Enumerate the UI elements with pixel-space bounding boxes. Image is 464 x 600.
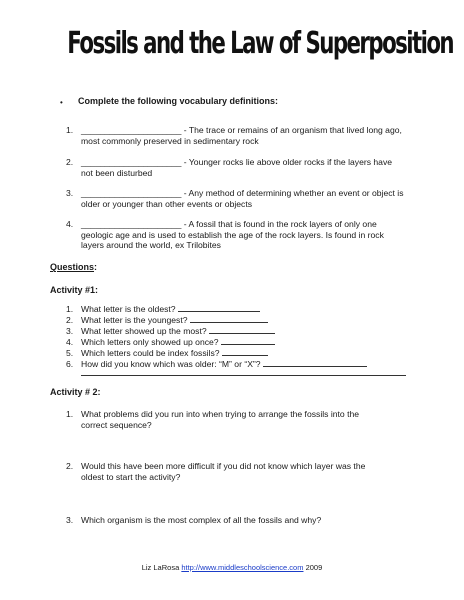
vocab-number: 3. [66,188,74,198]
footer-link[interactable]: http://www.middleschoolscience.com [181,563,304,572]
vocab-number: 2. [66,157,74,167]
activity1-item-4 [66,337,416,348]
activity1-item-5 [66,348,416,359]
answer-line [263,359,367,367]
question-text: What problems did you run into when trying to arrange the fossils into the correct sequence? [81,409,360,430]
questions-heading-text: Questions [50,262,95,272]
answer-line [222,348,268,356]
item-number: 3. [66,515,74,525]
answer-line [209,326,275,334]
footer-year: 2009 [305,563,323,572]
question-text: What letter showed up the most? [81,326,207,336]
vocab-number: 1. [66,125,74,135]
item-number: 1. [66,409,74,419]
item-number: 3. [66,326,74,336]
item-number: 2. [66,461,74,471]
item-number: 4. [66,337,74,347]
question-text: Would this have been more difficult if you did not know which layer was the oldest to start the activity? [81,461,366,482]
question-text: Which organism is the most complex of all the fossils and why? [81,515,322,525]
activity1-item-2 [66,315,416,326]
vocab-definition: - Any method of determining whether an event or object is older or younger than other events or objects [81,188,404,209]
question-text: Which letters could be index fossils? [81,348,220,358]
footer [0,563,464,574]
answer-line [221,337,275,345]
bullet-marker: • [60,98,63,107]
item-number: 5. [66,348,74,358]
vocab-blank: _____________________ [81,188,182,198]
item-number: 1. [66,304,74,314]
question-text: What letter is the youngest? [81,315,188,325]
page-title: Fossils and the Law of Superposition [67,26,454,61]
questions-colon: : [94,262,98,272]
activity1-heading: Activity #1: [50,285,99,295]
activity2-heading: Activity # 2: [50,387,101,397]
vocab-blank: _____________________ [81,125,182,135]
vocab-blank: _____________________ [81,219,182,229]
question-text: What letter is the oldest? [81,304,176,314]
vocab-definition: - A fossil that is found in the rock layers of only one geologic age and is used to establish the age of the rock layers. Is found in rock layers around the world, ex Trilobites [81,219,384,251]
questions-heading [50,262,97,273]
answer-line-extension [81,367,406,376]
answer-line [190,315,268,323]
vocab-blank: _____________________ [81,157,182,167]
answer-line [178,304,260,312]
question-text: Which letters only showed up once? [81,337,219,347]
footer-author: Liz LaRosa [141,563,180,572]
item-number: 6. [66,359,74,369]
vocab-definition: - Younger rocks lie above older rocks if the layers have not been disturbed [81,157,393,178]
activity1-item-1 [66,304,416,315]
vocab-definition: - The trace or remains of an organism that lived long ago, most commonly preserved in sedimentary rock [81,125,402,146]
vocab-number: 4. [66,219,74,229]
activity1-item-3 [66,326,416,337]
item-number: 2. [66,315,74,325]
instruction-text: Complete the following vocabulary definitions: [78,96,279,106]
question-text: How did you know which was older: “M” or “X”? [81,359,261,369]
